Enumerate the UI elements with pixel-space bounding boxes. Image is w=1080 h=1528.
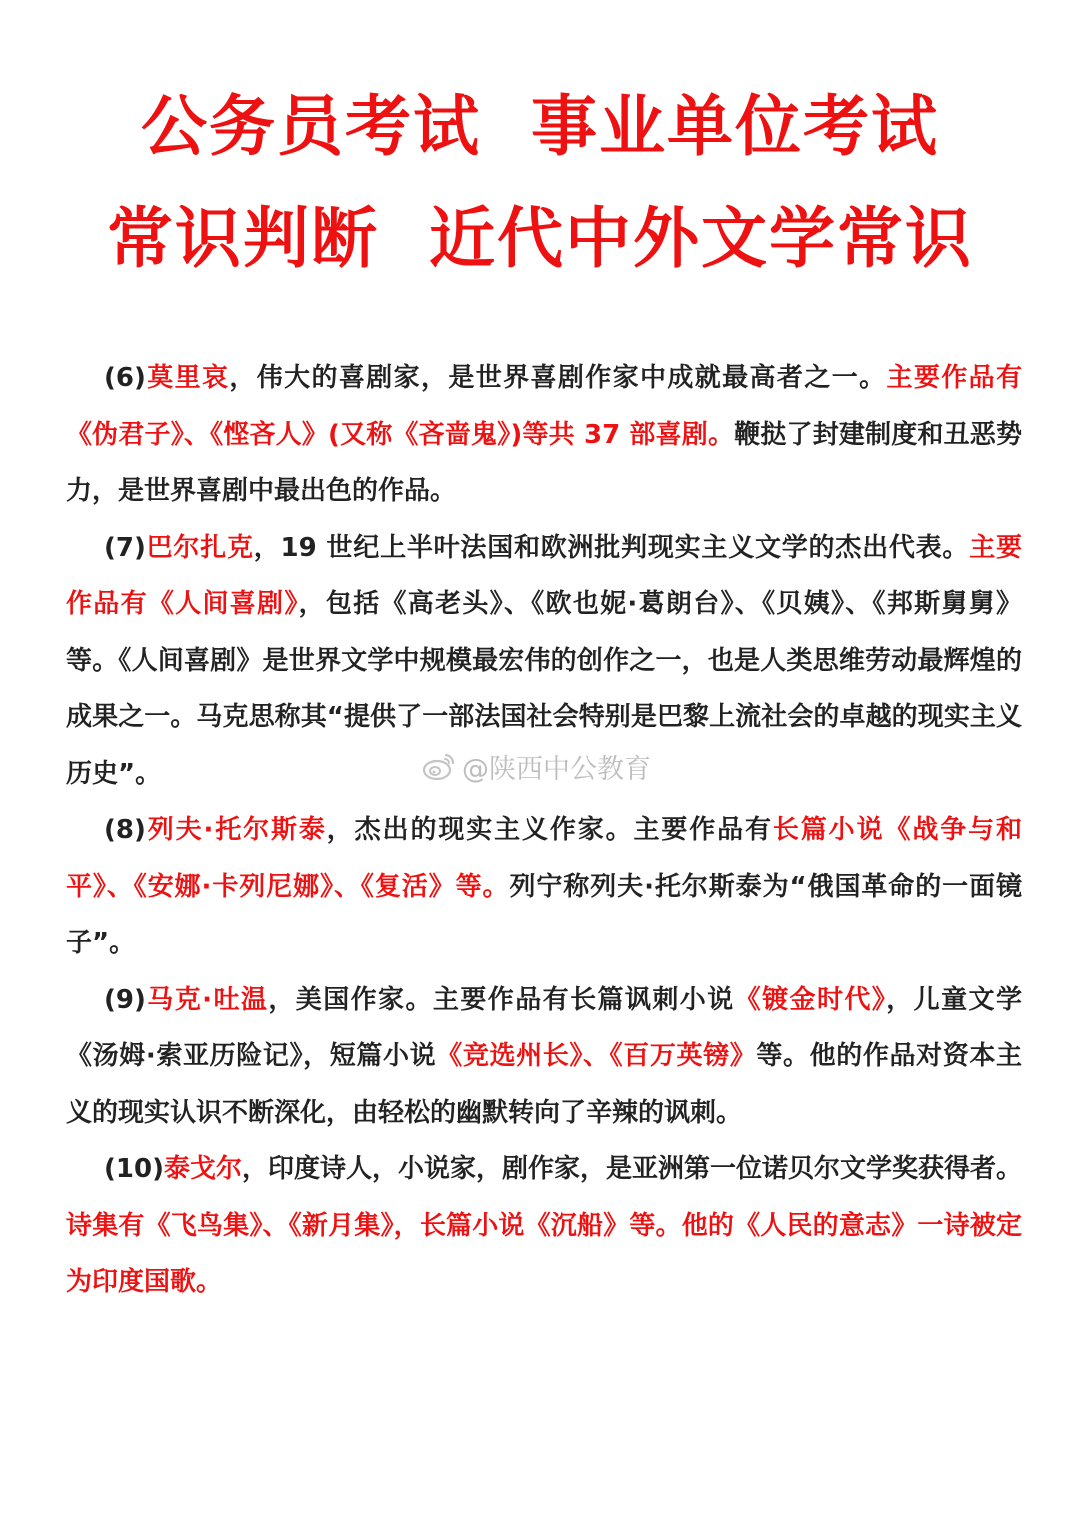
author-name: 马克·吐温 [145, 984, 269, 1015]
watermark-text: @陕西中公教育 [462, 753, 651, 785]
text-segment: 列宁称列夫·托尔斯泰为“俄国革命的一面镜子”。 [66, 871, 1022, 958]
item-number: (10) [104, 1154, 164, 1184]
author-name: 列夫·托尔斯泰 [145, 815, 327, 845]
paragraph-mark-twain [66, 972, 1022, 1142]
paragraph-tagore [66, 1141, 1022, 1311]
author-name: 莫里哀 [145, 363, 230, 393]
item-number: (7) [104, 532, 146, 563]
text-segment: 鞭挞了封建制度和丑恶势力，是世界喜剧中最出色的作品。 [66, 419, 1022, 506]
item-number: (8) [104, 815, 146, 845]
text-segment: ，美国作家。主要作品有长篇讽刺小说 [268, 984, 735, 1015]
text-segment: ，印度诗人，小说家，剧作家，是亚洲第一位诺贝尔文学奖获得者。 [241, 1154, 1022, 1184]
highlighted-works: 主要作品有《伪君子》、《悭吝人》(又称《吝啬鬼》)等共 37 部喜剧。 [66, 363, 1022, 450]
highlighted-works: 《镀金时代》 [734, 984, 887, 1015]
highlighted-works: 长篇小说《战争与和平》、《安娜·卡列尼娜》、《复活》等。 [66, 815, 1022, 902]
paragraph-tolstoy [66, 802, 1022, 972]
author-name: 泰戈尔 [163, 1154, 242, 1184]
highlighted-works: 诗集有《飞鸟集》、《新月集》，长篇小说《沉船》等。他的《人民的意志》一诗被定为印度国歌。 [66, 1210, 1022, 1297]
page-title-line-2: 常识判断 近代中外文学常识 [107, 199, 973, 277]
text-segment: 等。他的作品对资本主义的现实认识不断深化，由轻松的幽默转向了辛辣的讽刺。 [66, 1041, 1022, 1128]
text-segment: ，儿童文学《汤姆·索亚历险记》，短篇小说 [66, 984, 1022, 1071]
text-segment: ，杰出的现实主义作家。主要作品有 [326, 815, 773, 845]
watermark [422, 746, 651, 786]
page-title-line-1: 公务员考试 事业单位考试 [141, 87, 939, 165]
highlighted-works: 《竞选州长》、《百万英镑》 [436, 1041, 757, 1071]
text-segment: ，包括《高老头》、《欧也妮·葛朗台》、《贝姨》、《邦斯舅舅》等。《人间喜剧》是世界文学中规模最宏伟的创作之一，也是人类思维劳动最辉煌的成果之一。马克思称其“提供了一部法国社会特别是巴黎上流社会的卓越的现实主义历史”。 [66, 589, 1022, 789]
item-number: (6) [104, 363, 146, 393]
article-body [66, 350, 1022, 1311]
paragraph-moliere [66, 350, 1022, 520]
text-segment: ，伟大的喜剧家，是世界喜剧作家中成就最高者之一。 [229, 363, 887, 393]
item-number: (9) [104, 984, 146, 1015]
highlighted-works: 主要作品有《人间喜剧》 [66, 532, 1022, 619]
text-segment: ，19 世纪上半叶法国和欧洲批判现实主义文学的杰出代表。 [253, 532, 970, 563]
weibo-icon [422, 751, 456, 781]
author-name: 巴尔扎克 [145, 532, 254, 563]
